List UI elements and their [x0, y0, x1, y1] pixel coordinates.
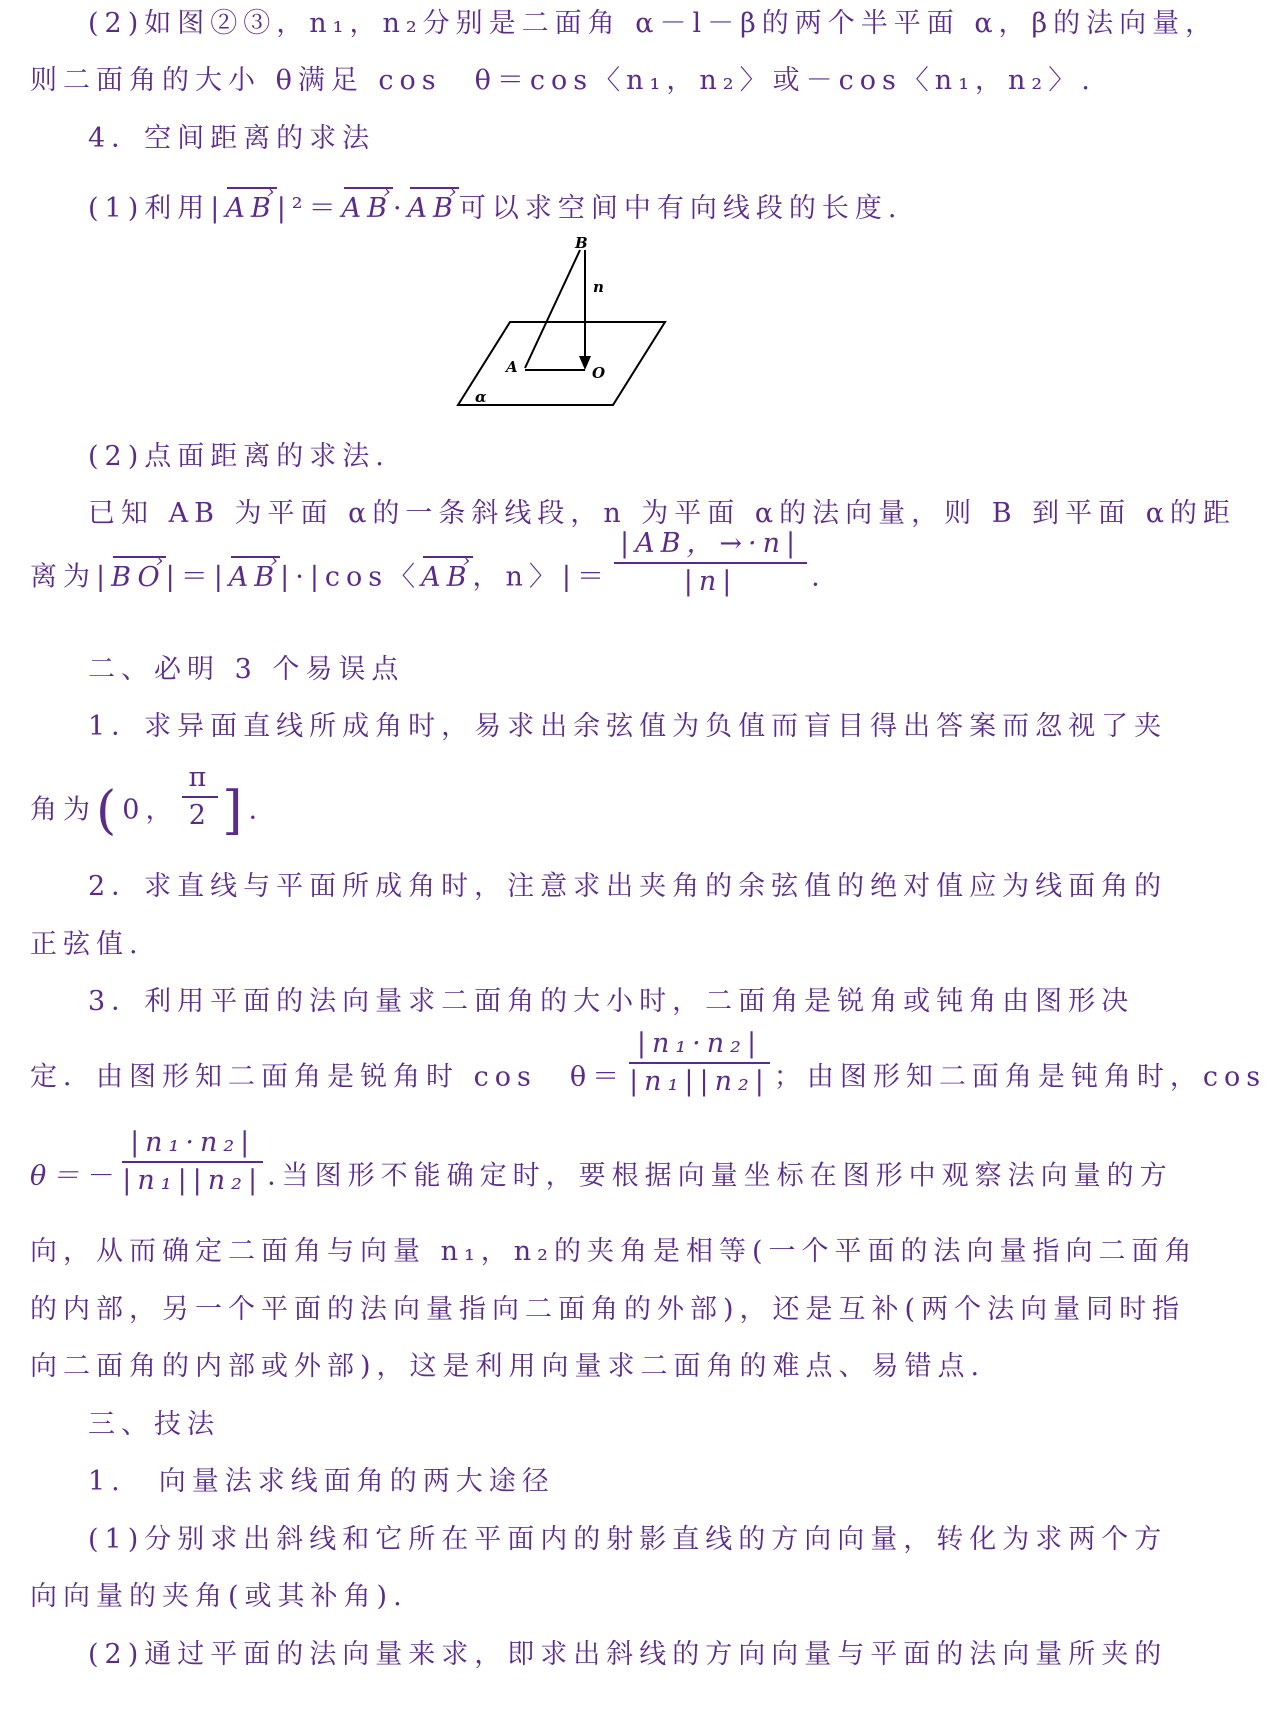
formula-acute-angle: 定．由图形知二面角是锐角时 cos θ＝ $\frac{\text{|n₁·n₂|}}{\text{|n₁||n₂|}}$ ；由图形知二面角是钝角时，cos — [30, 1056, 1110, 1100]
text-line-18: 向二面角的内部或外部)，这是利用向量求二面角的难点、易错点. — [30, 1351, 986, 1382]
label-n: n — [593, 278, 604, 296]
arrowhead-n — [579, 356, 591, 370]
text-line-17: 的内部，另一个平面的法向量指向二面角的外部)，还是互补(两个法向量同时指 — [30, 1294, 1186, 1325]
label-O: O — [592, 364, 606, 382]
vector-AB: AB › — [225, 189, 276, 229]
text-line-4: (1)利用|AB ›|²＝AB ›·AB ›可以求空间中有向线段的长度. — [88, 189, 1168, 229]
vector-AB: AB › — [229, 558, 280, 598]
plane-alpha — [458, 322, 665, 405]
text-line-5: (2)点面距离的求法. — [88, 441, 390, 472]
label-B: B — [575, 234, 588, 252]
text-line-21: (1)分别求出斜线和它所在平面内的射影直线的方向向量，转化为求两个方 — [88, 1524, 1168, 1555]
text-line-23: (2)通过平面的法向量来求，即求出斜线的方向向量与平面的法向量所夹的 — [88, 1639, 1168, 1670]
label-alpha: α — [475, 388, 487, 406]
vector-AB: AB › — [421, 558, 472, 598]
text-line-22: 向向量的夹角(或其补角). — [30, 1581, 408, 1612]
text-line-10: 角为(0， $\frac{\pi}{2}$ ]. — [30, 762, 264, 841]
fraction-pi-over-2: $\frac{\pi}{2}$ — [182, 760, 218, 834]
heading-techniques: 三、技法 — [88, 1409, 220, 1440]
text-line-6: 已知 AB 为平面 α的一条斜线段，n 为平面 α的法向量，则 B 到平面 α的距 — [88, 498, 1236, 529]
fraction-distance: $\frac{|AB,\to\cdot n|}{|n|}$ — [614, 526, 807, 600]
label-A: A — [506, 358, 518, 376]
heading-error-points: 二、必明 3 个易误点 — [88, 654, 405, 685]
formula-obtuse-angle: θ＝－ $\frac{\text{|n₁·n₂|}}{\text{|n₁||n₂|}}$ .当图形不能确定时，要根据向量坐标在图形中观察法向量的方 — [30, 1155, 1110, 1199]
text-line-1: (2)如图②③，n₁，n₂分别是二面角 α－l－β的两个半平面 α，β的法向量， — [88, 8, 1219, 39]
fraction-obtuse: $\frac{\text{|n₁·n₂|}}{\text{|n₁||n₂|}}$ — [122, 1127, 264, 1196]
fraction-acute: $\frac{\text{|n₁·n₂|}}{\text{|n₁||n₂|}}$ — [629, 1028, 770, 1097]
vector-BO: BO › — [111, 558, 165, 598]
segment-AB — [525, 250, 580, 368]
vector-AB: AB › — [408, 189, 459, 229]
text-line-13: 3．利用平面的法向量求二面角的大小时，二面角是锐角或钝角由图形决 — [88, 986, 1135, 1017]
formula-point-plane-distance: 离为|BO ›|＝|AB ›|·|cos〈AB ›，n〉|＝ $\frac{|AB,\to\cdot n|}{|n|}$ . — [30, 556, 1110, 600]
heading-line-plane-angle: 1. 向量法求线面角的两大途径 — [88, 1466, 555, 1497]
text-line-9: 1．求异面直线所成角时，易求出余弦值为负值而盲目得出答案而忽视了夹 — [88, 711, 1168, 742]
text-line-12: 正弦值. — [30, 929, 144, 960]
text-line-16: 向，从而确定二面角与向量 n₁，n₂的夹角是相等(一个平面的法向量指向二面角 — [30, 1236, 1198, 1267]
vector-AB: AB › — [342, 189, 393, 229]
text-line-11: 2．求直线与平面所成角时，注意求出夹角的余弦值的绝对值应为线面角的 — [88, 871, 1168, 902]
plane-distance-figure — [455, 234, 675, 410]
text-line-2: 则二面角的大小 θ满足 cos θ＝cos〈n₁，n₂〉或－cos〈n₁，n₂〉. — [30, 65, 1096, 96]
heading-distance-methods: 4．空间距离的求法 — [88, 123, 376, 154]
